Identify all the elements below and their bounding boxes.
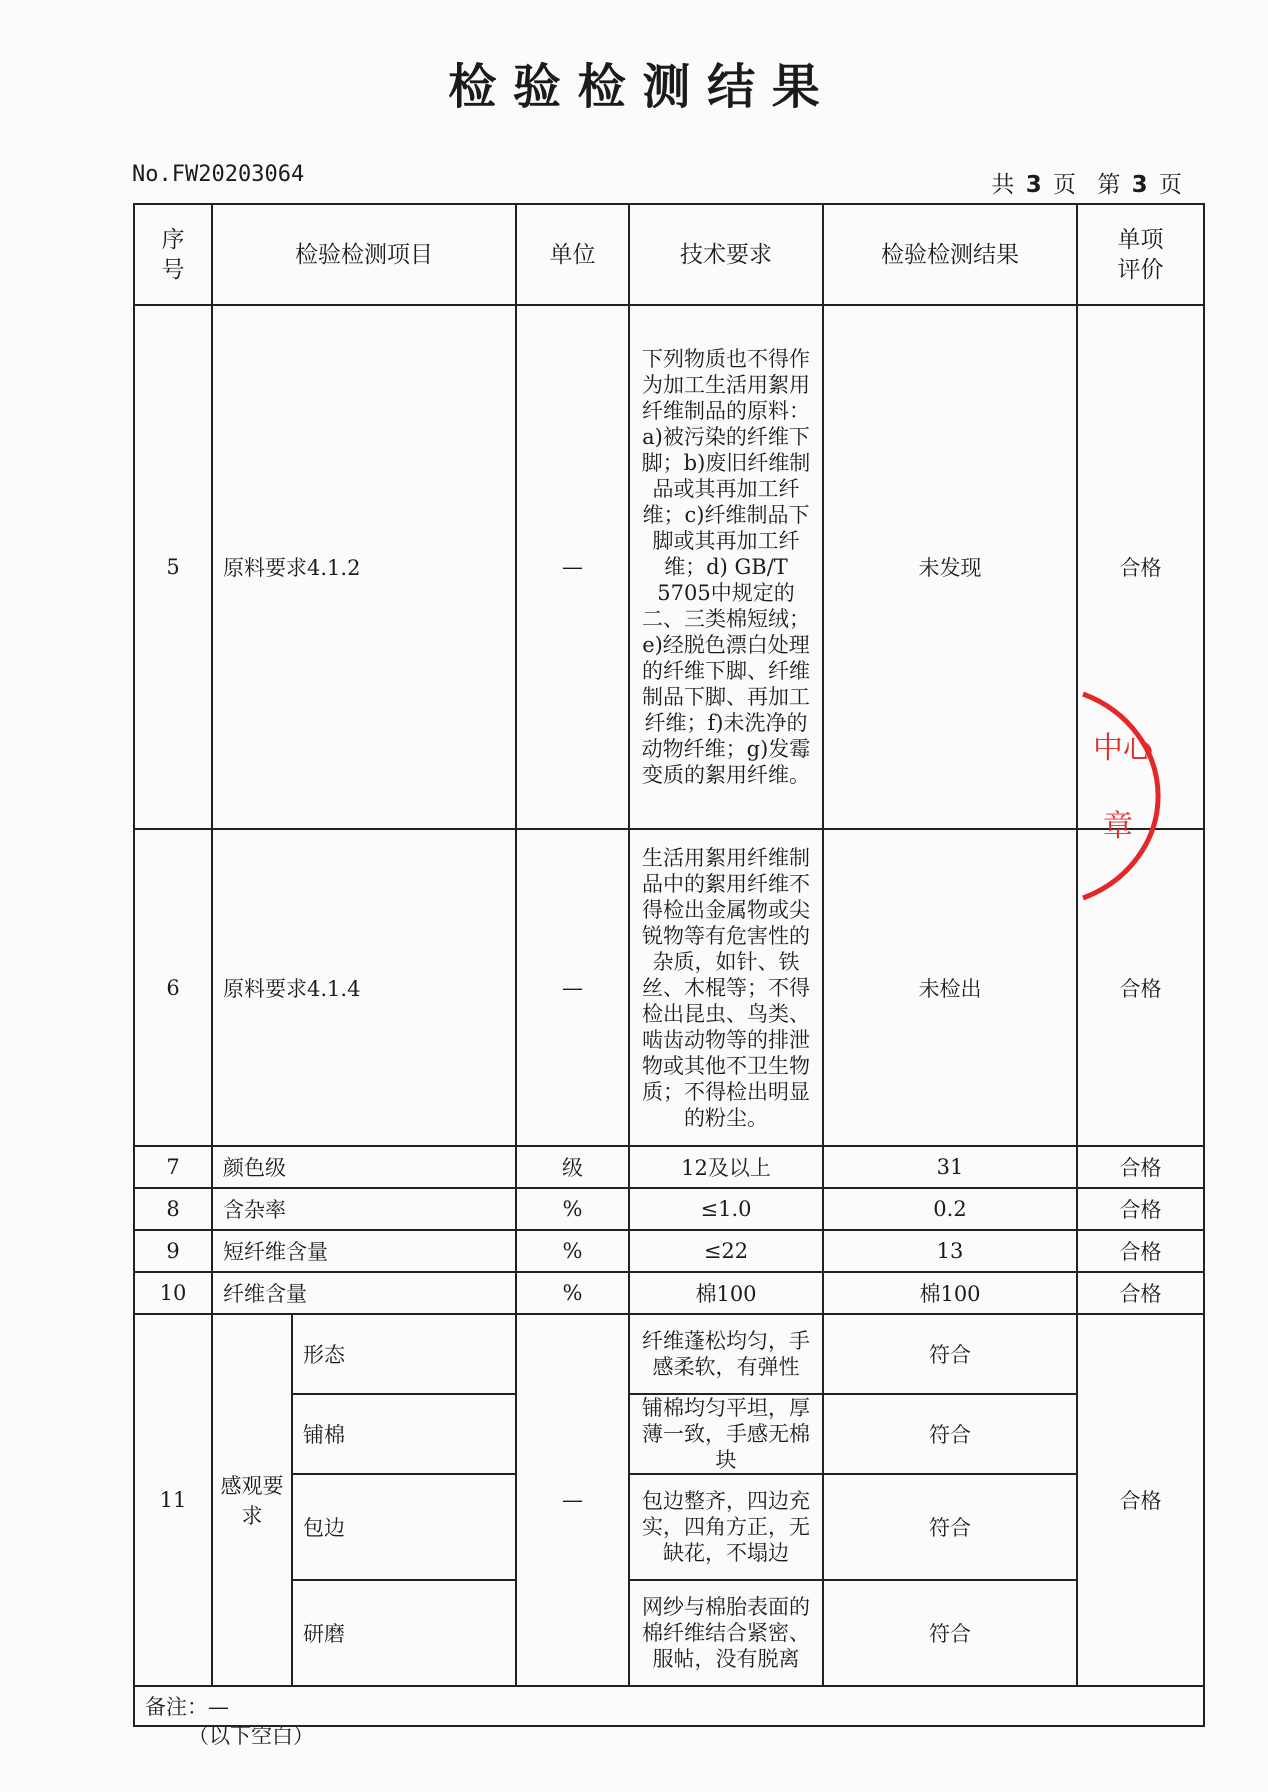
row-unit: %: [516, 1272, 629, 1314]
sensory-sub-item: 包边: [292, 1474, 516, 1580]
row-item: 含杂率: [212, 1188, 516, 1230]
row-evaluation: 合格: [1077, 1146, 1204, 1188]
row-unit: —: [516, 1314, 629, 1686]
row-evaluation: 合格: [1077, 1272, 1204, 1314]
header-item: 检验检测项目: [212, 204, 516, 305]
row-result: 未检出: [823, 829, 1077, 1146]
header-requirement: 技术要求: [629, 204, 823, 305]
sensory-row: [134, 1474, 1204, 1580]
row-requirement: 生活用絮用纤维制品中的絮用纤维不得检出金属物或尖锐物等有危害性的杂质，如针、铁丝、木棍等；不得检出昆虫、鸟类、啮齿动物等的排泄物或其他不卫生物质；不得检出明显的粉尘。: [629, 829, 823, 1146]
row-requirement: ≤22: [629, 1230, 823, 1272]
row-result: 符合: [823, 1474, 1077, 1580]
row-unit: —: [516, 829, 629, 1146]
row-item: 原料要求4.1.4: [212, 829, 516, 1146]
row-result: 符合: [823, 1314, 1077, 1394]
row-unit: %: [516, 1230, 629, 1272]
row-requirement: 网纱与棉胎表面的棉纤维结合紧密、服帖，没有脱离: [629, 1580, 823, 1686]
row-seq: 8: [134, 1188, 212, 1230]
header-evaluation: 单项评价: [1077, 204, 1204, 305]
row-requirement: 12及以上: [629, 1146, 823, 1188]
table-row: [134, 1272, 1204, 1314]
row-item: 纤维含量: [212, 1272, 516, 1314]
row-seq: 5: [134, 305, 212, 829]
row-unit: —: [516, 305, 629, 829]
seal-text-bottom: 章: [1103, 809, 1133, 844]
row-evaluation: 合格: [1077, 1314, 1204, 1686]
row-result: 符合: [823, 1580, 1077, 1686]
blank-note: （以下空白）: [188, 1724, 314, 1748]
sensory-sub-item: 形态: [292, 1314, 516, 1394]
row-evaluation: 合格: [1077, 305, 1204, 829]
row-result: 0.2: [823, 1188, 1077, 1230]
row-result: 棉100: [823, 1272, 1077, 1314]
row-evaluation: 合格: [1077, 1230, 1204, 1272]
row-requirement: 下列物质也不得作为加工生活用絮用纤维制品的原料：a)被污染的纤维下脚；b)废旧纤维制品或其再加工纤维；c)纤维制品下脚或其再加工纤维；d) GB/T 5705中规定的二、三类棉短绒；e)经脱色漂白处理的纤维下脚、纤维制品下脚、再加工纤维；f)未洗净的动物纤维；g)发霉变质的絮用纤维。: [629, 305, 823, 829]
sensory-group-label: 感观要求: [212, 1314, 292, 1686]
header-seq: 序号: [134, 204, 212, 305]
sensory-sub-item: 铺棉: [292, 1394, 516, 1474]
sensory-row: [134, 1314, 1204, 1394]
page-title: 检 验 检 测 结 果: [448, 59, 820, 115]
row-requirement: ≤1.0: [629, 1188, 823, 1230]
sensory-row: [134, 1394, 1204, 1474]
table-row: [134, 1188, 1204, 1230]
seal-stamp-icon: [1043, 686, 1223, 906]
row-unit: %: [516, 1188, 629, 1230]
row-item: 原料要求4.1.2: [212, 305, 516, 829]
row-result: 31: [823, 1146, 1077, 1188]
row-requirement: 包边整齐，四边充实，四角方正，无缺花，不塌边: [629, 1474, 823, 1580]
header-unit: 单位: [516, 204, 629, 305]
row-requirement: 铺棉均匀平坦，厚薄一致，手感无棉块: [629, 1394, 823, 1474]
row-requirement: 棉100: [629, 1272, 823, 1314]
row-seq: 9: [134, 1230, 212, 1272]
header-row: [134, 204, 1204, 305]
row-seq: 10: [134, 1272, 212, 1314]
page-counter: 共 3 页 第 3 页: [991, 172, 1184, 198]
sensory-sub-item: 研磨: [292, 1580, 516, 1686]
row-result: 13: [823, 1230, 1077, 1272]
report-number: No.FW20203064: [132, 162, 305, 187]
results-table: [133, 203, 1205, 1727]
row-result: 未发现: [823, 305, 1077, 829]
row-evaluation: 合格: [1077, 829, 1204, 1146]
row-seq: 7: [134, 1146, 212, 1188]
table-row: [134, 1230, 1204, 1272]
row-item: 短纤维含量: [212, 1230, 516, 1272]
sensory-row: [134, 1580, 1204, 1686]
row-unit: 级: [516, 1146, 629, 1188]
row-item: 颜色级: [212, 1146, 516, 1188]
row-seq: 6: [134, 829, 212, 1146]
table-row: [134, 1146, 1204, 1188]
row-result: 符合: [823, 1394, 1077, 1474]
row-seq: 11: [134, 1314, 212, 1686]
seal-text-top: 中心: [1093, 731, 1153, 766]
row-evaluation: 合格: [1077, 1188, 1204, 1230]
row-requirement: 纤维蓬松均匀，手感柔软，有弹性: [629, 1314, 823, 1394]
header-result: 检验检测结果: [823, 204, 1077, 305]
note-text: 备注：—: [134, 1686, 1204, 1726]
